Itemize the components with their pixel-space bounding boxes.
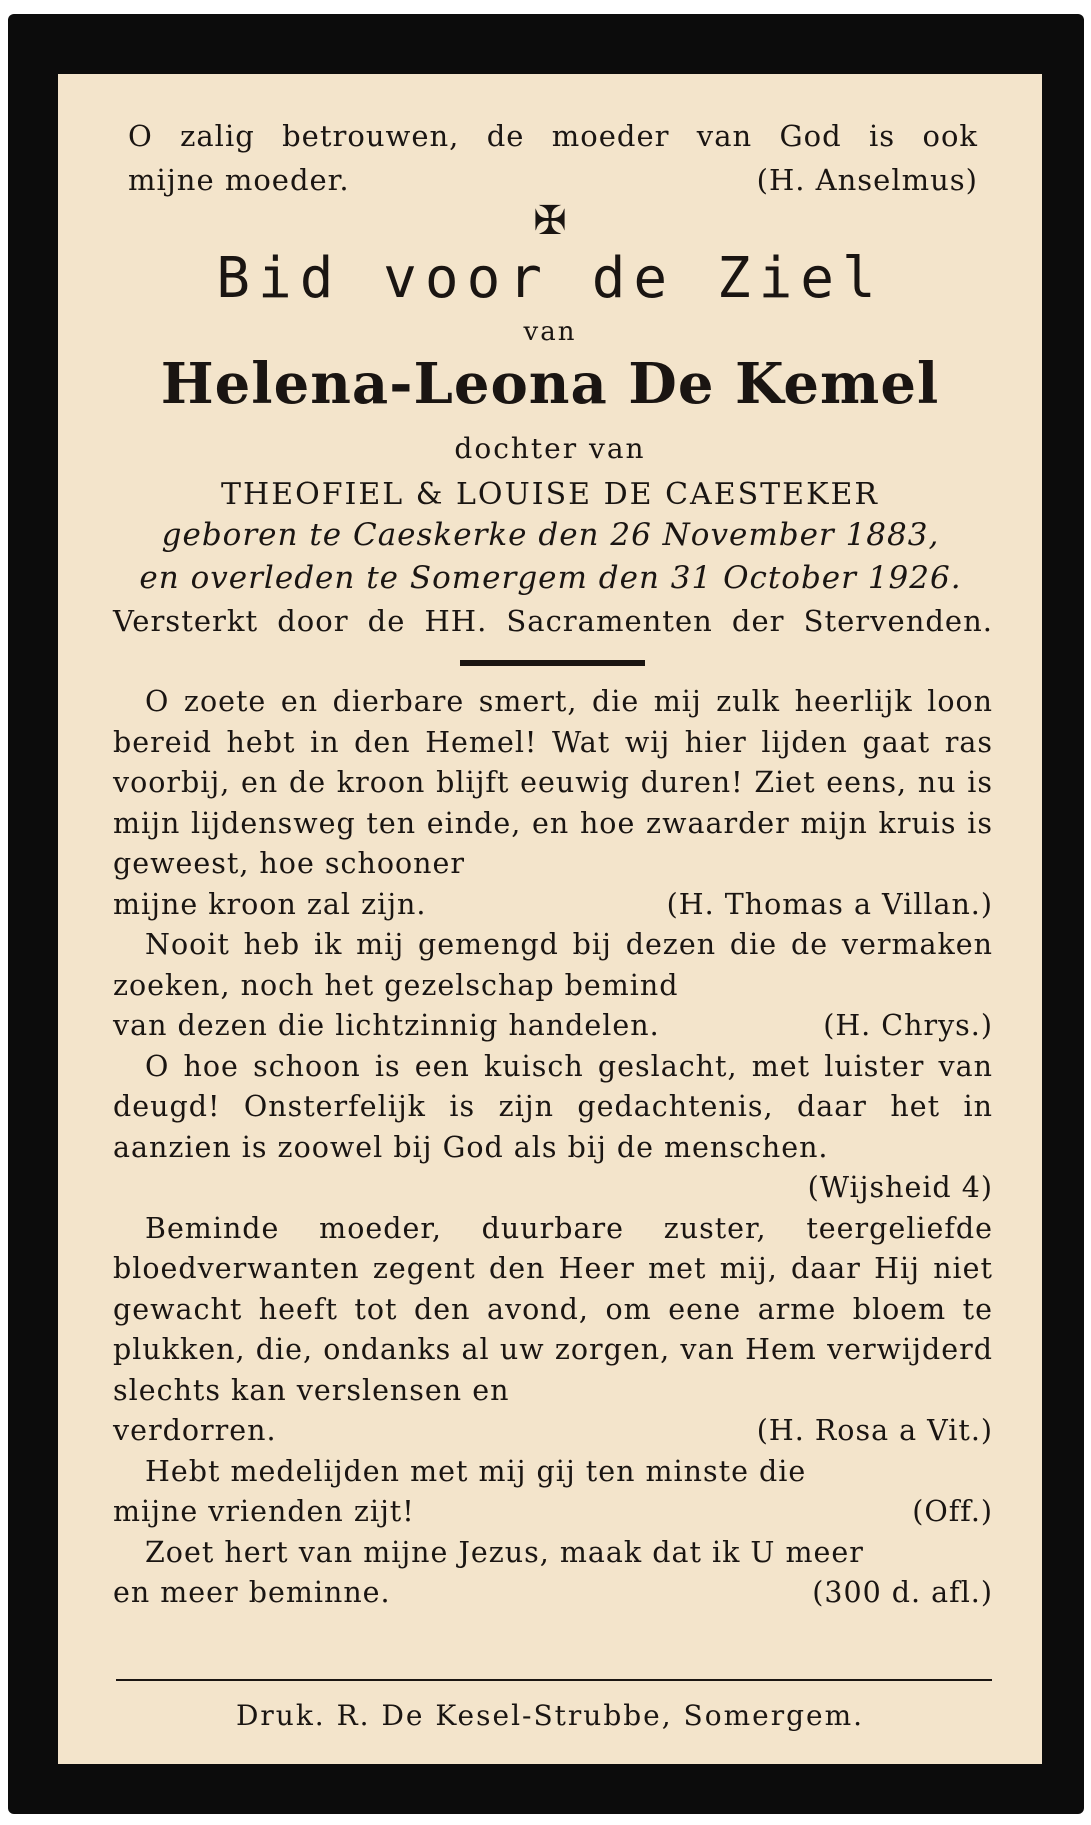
dochter-text: dochter van <box>454 432 646 465</box>
passage-text: O hoe schoon is een kuisch geslacht, met luister van deugd! Onsterfelijk is zijn gedachtenis, daar het in aanzien is zoowel bij God als bij de menschen. <box>113 1049 993 1164</box>
divider-long <box>116 1679 992 1681</box>
passage-end: verdorren. <box>113 1414 277 1447</box>
card-title: Bid voor de Ziel <box>216 246 884 311</box>
passage-source: (H. Chrys.) <box>823 1009 993 1042</box>
sacraments-line: Versterkt door de HH. Sacramenten der Stervenden. <box>113 604 993 638</box>
passage-text: Zoet hert van mijne Jezus, maak dat ik U meer <box>145 1535 864 1569</box>
van-text: van <box>523 317 577 347</box>
passage <box>113 1209 993 1452</box>
epigraph-line-end: mijne moeder. <box>128 163 350 197</box>
epigraph-source: (H. Anselmus) <box>756 163 978 197</box>
passage-source: (300 d. afl.) <box>812 1576 993 1609</box>
passage-text: Hebt medelijden met mij gij ten minste die <box>145 1454 807 1488</box>
passage-text: O zoete en dierbare smert, die mij zulk heerlijk loon bereid hebt in den Hemel! Wat wij hier lijden gaat ras voorbij, en de kroon blijft eeuwig duren! Ziet eens, nu is mijn lijdensweg ten einde, en hoe zwaarder mijn kruis is geweest, hoe schooner <box>113 685 993 880</box>
passage-end: mijne kroon zal zijn. <box>113 887 427 921</box>
passage-text: Nooit heb ik mij gemengd bij dezen die de vermaken zoeken, noch het gezelschap bemind <box>113 928 993 1002</box>
passage <box>113 1533 993 1614</box>
passage <box>113 682 993 925</box>
prayer-passages <box>113 682 993 1614</box>
passage-source: (H. Rosa a Vit.) <box>756 1414 993 1447</box>
passage-text: Beminde moeder, duurbare zuster, teergeliefde bloedverwanten zegent den Heer met mij, daar Hij niet gewacht heeft tot den avond, om eene arme bloem te plukken, die, ondanks al uw zorgen, van Hem verwijderd slechts kan verslensen en <box>113 1211 993 1407</box>
passage-end: en meer beminne. <box>113 1576 391 1609</box>
birth-line: geboren te Caeskerke den 26 November 1883, <box>161 517 940 553</box>
passage-source: (Off.) <box>912 1495 993 1528</box>
passage <box>113 925 993 1047</box>
epigraph-line: O zalig betrouwen, de moeder van God is ook <box>128 119 978 153</box>
passage-end: mijne vrienden zijt! <box>113 1495 415 1528</box>
cross-icon: ✠ <box>533 198 567 244</box>
printer-imprint: Druk. R. De Kesel-Strubbe, Somergem. <box>235 1699 865 1732</box>
parents-names: THEOFIEL & LOUISE DE CAESTEKER <box>221 477 879 512</box>
memorial-card <box>8 14 1084 1814</box>
epigraph <box>128 114 978 202</box>
card-paper <box>58 74 1042 1764</box>
passage <box>113 1047 993 1209</box>
passage-source: (Wijsheid 4) <box>807 1171 993 1204</box>
death-line: en overleden te Somergem den 31 October 1926. <box>139 560 962 596</box>
deceased-name: Helena-Leona De Kemel <box>160 351 940 417</box>
divider-short <box>460 660 645 666</box>
passage <box>113 1452 993 1533</box>
passage-source: (H. Thomas a Villan.) <box>666 887 993 921</box>
passage-end: van dezen die lichtzinnig handelen. <box>113 1009 660 1042</box>
